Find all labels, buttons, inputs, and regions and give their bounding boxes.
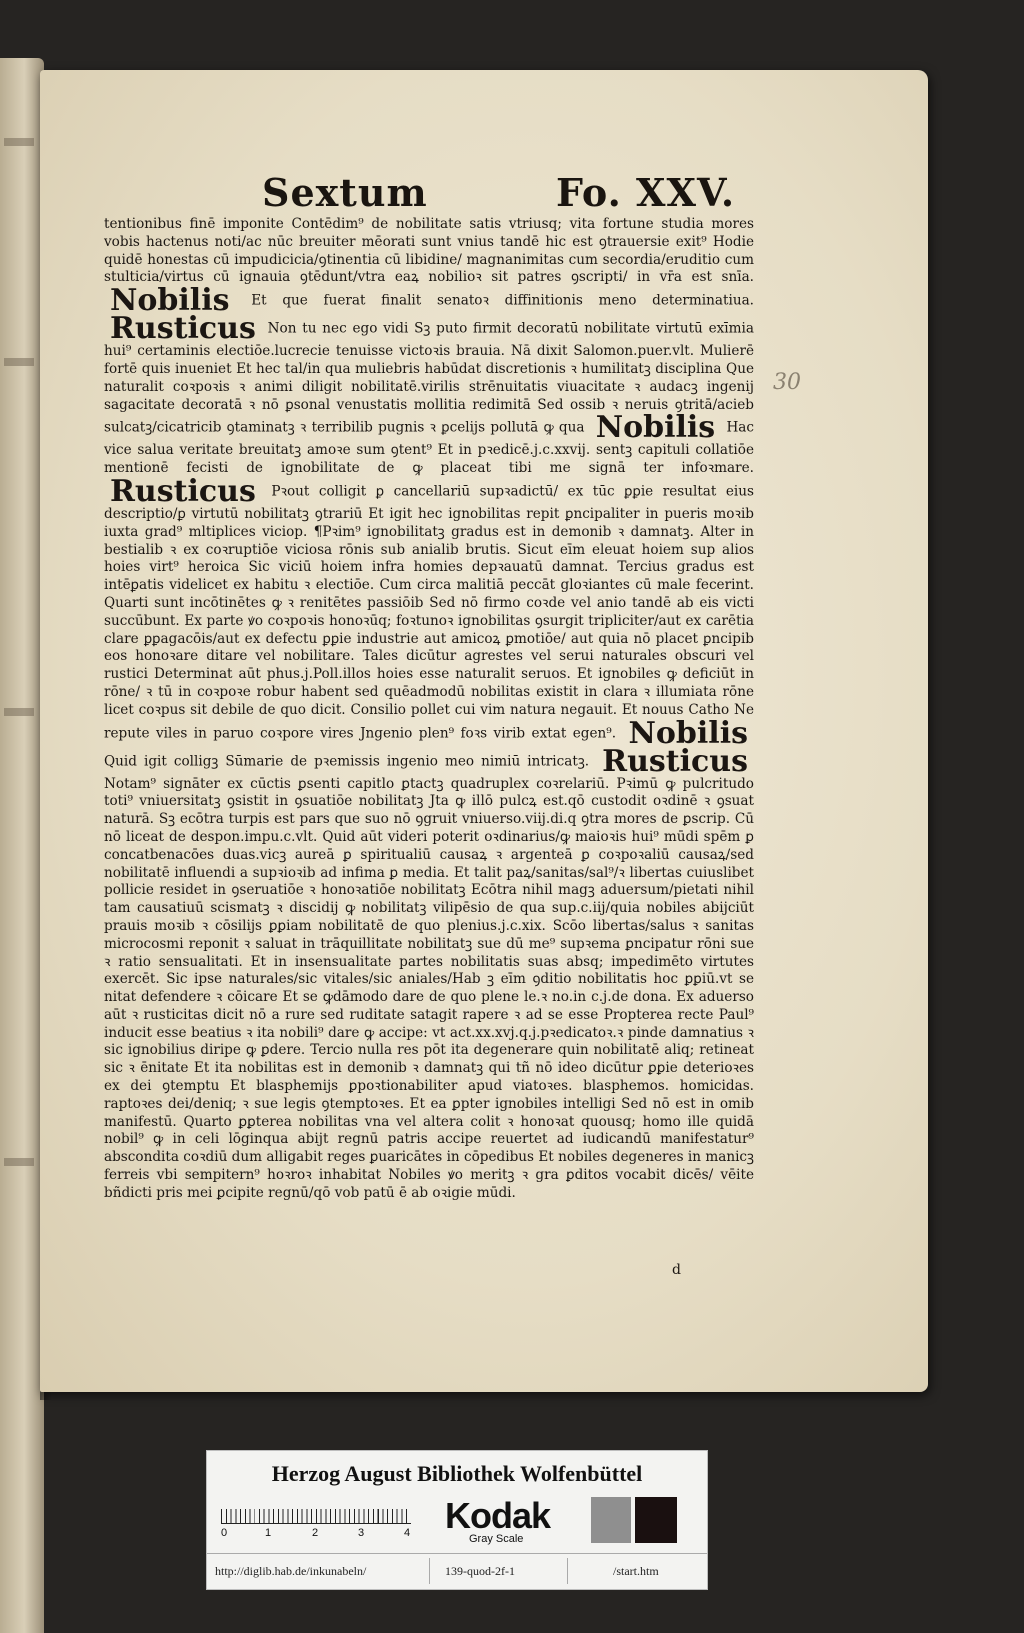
speaker-nobilis: Nobilis bbox=[110, 283, 230, 319]
footer-divider bbox=[429, 1558, 430, 1584]
ruler-number: 1 bbox=[265, 1527, 272, 1539]
speaker-rusticus: Rusticus bbox=[602, 743, 748, 779]
page-edge-mark bbox=[4, 138, 34, 146]
speaker-nobilis: Nobilis bbox=[628, 715, 748, 751]
black-swatch bbox=[635, 1497, 677, 1543]
speaker-rusticus: Rusticus bbox=[110, 473, 256, 509]
text-paragraph: tentionibus finē imponite Contēdim⁹ de nobilitate satis vtriusq; vita fortune studia mores vobis hactenus noti/ac nūc breuiter mēorati sunt vnius tandē hic est ꝯtrauersie exit⁹ Hodie quidē honestas cū impudicicia/ꝯtinentia cū libidine/ magnanimitas cum secordia/eruditio cum stulticia/virtus cū ignauia ꝯtēdunt/vtra eaꝝ nobilioꝛ sit patres ꝯscripti/ in vr̄a est snīa. Nobilis Et que fuerat finalit senatoꝛ diffinitionis meno determinatiua. Rusticus Non tu nec ego vidi Sꝫ puto firmit decoratū nobilitate virtutū exīmia hui⁹ certaminis electiōe.lucrecie tenuisse victoꝛis brauia. Nā dixit Salomon.puer.vlt. Mulierē fortē quis inueniet Et hec tal/in qua muliebris habūdat discretionis ꝛ humilitatꝫ disciplina Que naturalit coꝛpoꝛis ꝛ animi diligit nobilitatē.virilis strēnuitatis viuacitate ꝛ audacꝫ ingenij sagacitate decoratā ꝛ nō ꝑsonal venustatis mollitia redimitā Sed ossib ꝛ neruis ꝯtritā/acieb sulcatꝫ/cicatricib ꝯtaminatꝫ ꝛ terribilib pugnis ꝛ ꝑcelijs pollutā ꝙ qua Nobilis Hac vice salua veritate breuitatꝫ amoꝛe sum ꝯtent⁹ Et in pꝛedicē.j.c.xxvij. sentꝫ capituli collatiōe mentionē fecisti de ignobilitate de ꝙ placeat tibi me signā ter infoꝛmare. Rusticus Pꝛout colligit ꝑ cancellariū supꝛadictū/ ex tūc ꝑꝑie resultat eius descriptio/ꝑ virtutū nobilitatꝫ ꝯtrariū Et igit hec ignobilitas repit ꝑncipaliter in pueris moꝛib iuxta grad⁹ mltiplices viciop. ¶Pꝛim⁹ ignobilitatꝫ gradus est in demonib ꝛ damnatꝫ. Alter in bestialib ꝛ ex coꝛruptiōe viciosa rōnis sub anialib brutis. Sicut eīm eleuat hoiem sup alios hoies virt⁹ heroica Sic viciū hoiem infra homies depꝛauatū damnat. Tercius gradus est intēꝑatis videlicet ex habitu ꝛ electiōe. Cum circa malitiā peccāt gloꝛiantes cū male fecerint. Quarti sunt incōtinētes ꝙ ꝛ renitētes passiōib Sed nō firmo coꝛde vel anio tandē ab eis victi succūbunt. Ex parte ꝟo coꝛpoꝛis honoꝛūq; foꝛtunoꝛ ignobilitas ꝯsurgit tripliciter/aut ex carētia clare ꝑꝑagacōis/aut ex defectu ꝑꝑie industrie aut amicoꝝ ꝑmotiōe/ aut quia nō placet ꝑncipib eos honoꝛare ditare vel nobilitare. Tales dicūtur agrestes vel serui naturales obscuri vel rustici Determinat aūt phus.j.Poll.illos hoies esse naturalit seruos. Et ignobiles ꝙ deficiūt in rōne/ ꝛ tū in coꝛpoꝛe robur habent sed quēadmodū nobilitas existit in clara ꝛ illumiata rōne licet coꝛpus sit debile de quo dicit. Consilio pollet cui vim natura negauit. Et nouus Catho Ne repute viles in paruo coꝛpore vires Jngenio plen⁹ foꝛs virib extat egen⁹. Nobilis Quid igit colligꝫ Sūmarie de pꝛemissis ingenio meo nimiū intricatꝫ. Rusticus Notam⁹ signāter ex cūctis ꝑsenti capitlo ꝑtactꝫ quadruplex coꝛrelariū. Pꝛimū ꝙ pulcritudo toti⁹ vniuersitatꝫ ꝯsistit in ꝯsuatiōe nobilitatꝫ Jta ꝙ illō pulcꝝ est.qō custodit oꝛdinē ꝛ ꝯsuat naturā. Sꝫ ecōtra turpis est pars que suo nō ꝯgruit vniuerso.viij.di.q ꝯtra mores de ꝑscrip. Cū nō liceat de despon.impu.c.vlt. Quid aūt videri poterit oꝛdinarius/ꝙ maioꝛis hui⁹ mūdi spēm ꝑ concatbenacōes duas.vicꝫ aureā ꝑ spiritualiū causaꝝ ꝛ argenteā ꝑ coꝛpoꝛaliū causaꝝ/sed nobilitatē influendi a supꝛioꝛib ad infima ꝑ media. Et talit paꝝ/sanitas/sal⁹/ꝛ libertas cuiuslibet pollicie residet in ꝯseruatiōe ꝛ honoꝛatiōe nobilitatꝫ Ecōtra nihil magꝫ aduersum/pietati nihil tam causatiuū scismatꝫ ꝛ discidij ꝙ nobilitatꝫ vilipēsio de qua sup.c.iij/quia nobiles abijciūt prauis moꝛib ꝛ cōsilijs ꝑꝑiam nobilitatē de quo plenius.j.c.xix. Scōo libertas/salus ꝛ sanitas microcosmi reponit ꝛ saluat in trāquillitate nobilitatꝫ sue dū me⁹ supꝛema ꝑncipatur rōni sue ꝛ ratio sensualitati. Et in insensualitate partes nobilitatis suas absq; impedimēto virtutes exercēt. Sic ipse naturales/sic vitales/sic aniales/Hab ꝫ eīm ꝯditio nobilitatis hoc ꝑꝑiū.vt se nitat defendere ꝛ cōicare Et se ꝙdāmodo dare de quo plene le.ꝛ no.in c.j.de dona. Ex aduerso aūt ꝛ rusticitas dicit nō a rure sed ruditate satagit rapere ꝛ ad se esse Propterea recte Paul⁹ inducit esse beatius ꝛ ita nobili⁹ dare ꝙ accipe: vt act.xx.xvj.q.j.pꝛedicatoꝛ.ꝛ pinde damnatius ꝛ sic ignobilius diripe ꝙ ꝑdere. Tercio nulla res pōt ita degenerare quin nobilitatē aliq; retineat sic ꝛ ēnitate Et ita nobilitas est in demonib ꝛ damnatꝫ qui tñ nō ideo dicūtur ꝑꝑie deterioꝛes ex dei ꝯtemptu Et blasphemijs ꝑpoꝛtionabiliter apud viatoꝛes. blasphemos. homicidas. raptoꝛes dei/deniq; ꝛ sue legis ꝯtemptoꝛes. Et ea ꝑpter ignobiles intelligi Sed nō est in omib manifestū. Quarto ꝑꝑterea nobilitas vna vel altera colit ꝛ honoꝛat quousq; homo ille quidā nobil⁹ ꝙ in celi lōginqua abijt regnū patris accipe reuertet ad iudicandū manifestatur⁹ abscondita coꝛdiū dum alligabit reges ꝑuaricātes in cōpedibus Et nobiles degeneres in manicꝫ ferreis vbi sempitern⁹ hoꝛroꝛ inhabitat Nobiles ꝟo meritꝫ ꝛ gra ꝑditos vocabit dicēs/ vēite bñdicti pris mei ꝑcipite regnū/qō vob patū ē ab oꝛigie mūdi. bbox=[104, 216, 755, 1201]
facing-page-edge bbox=[0, 58, 44, 1633]
ruler-number: 3 bbox=[358, 1527, 365, 1539]
ruler-number: 0 bbox=[221, 1527, 228, 1539]
url-right: /start.htm bbox=[613, 1564, 659, 1578]
ruler-number: 4 bbox=[404, 1527, 411, 1539]
pencil-margin-note: 30 bbox=[773, 370, 801, 395]
library-color-card bbox=[206, 1450, 708, 1590]
gray-swatch bbox=[591, 1497, 631, 1543]
main-text bbox=[104, 216, 754, 1203]
url-mid: 139-quod-2f-1 bbox=[445, 1564, 515, 1578]
ruler-number: 2 bbox=[312, 1527, 319, 1539]
library-name: Herzog August Bibliothek Wolfenbüttel bbox=[271, 1461, 643, 1486]
card-footer bbox=[207, 1553, 707, 1588]
signature-mark: d bbox=[672, 1262, 681, 1278]
speaker-nobilis: Nobilis bbox=[595, 410, 716, 446]
footer-divider bbox=[567, 1558, 568, 1584]
page-edge-mark bbox=[4, 1158, 34, 1166]
folio-number: Fo. XXV. bbox=[556, 170, 736, 215]
kodak-logo: Kodak bbox=[445, 1495, 551, 1536]
speaker-rusticus: Rusticus bbox=[110, 311, 256, 347]
running-head-left: Sextum bbox=[262, 170, 428, 215]
page-edge-mark bbox=[4, 358, 34, 366]
ruler-numbers bbox=[221, 1527, 441, 1541]
gray-scale-label: Gray Scale bbox=[469, 1533, 524, 1545]
url-left: http://diglib.hab.de/inkunabeln/ bbox=[215, 1564, 367, 1578]
page-edge-mark bbox=[4, 708, 34, 716]
book-leaf bbox=[40, 70, 928, 1392]
scale-ruler bbox=[221, 1497, 411, 1524]
